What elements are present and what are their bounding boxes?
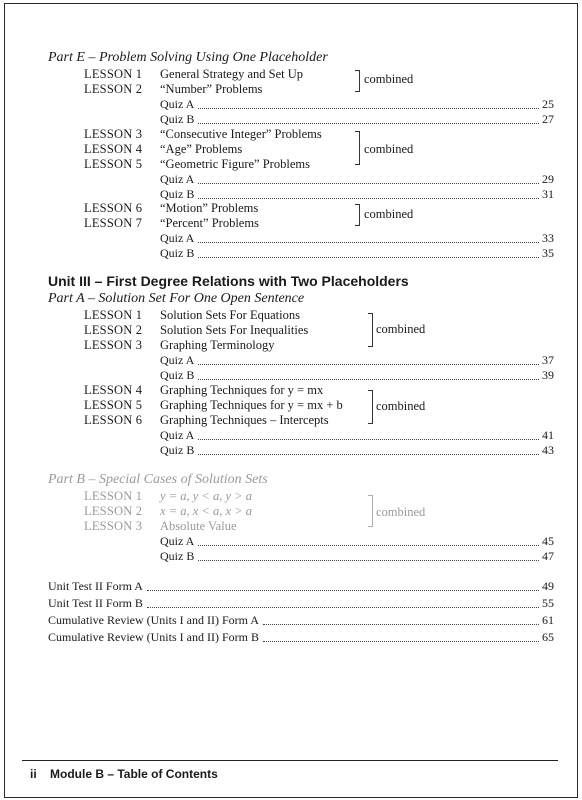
combined-label: combined (376, 399, 426, 413)
lesson-label: LESSON 2 (84, 323, 143, 337)
combined-bracket (355, 70, 360, 92)
lesson-title: “Number” Problems (160, 82, 263, 96)
lesson-label: LESSON 1 (84, 67, 143, 81)
combined-bracket (368, 390, 373, 424)
part-e-title: Part E – Problem Solving Using One Placeholder (48, 50, 328, 65)
lesson-title: “Consecutive Integer” Problems (160, 127, 322, 141)
lesson-title: Solution Sets For Equations (160, 308, 300, 322)
lesson-label: LESSON 4 (84, 383, 143, 397)
lesson-label: LESSON 4 (84, 142, 143, 156)
lesson-title: Graphing Terminology (160, 338, 275, 352)
quiz-row[interactable]: Quiz A 45 (160, 534, 554, 548)
lesson-label: LESSON 5 (84, 157, 143, 171)
combined-bracket (368, 495, 373, 527)
unit-heading: Unit III – First Degree Relations with Two Placeholders (48, 273, 409, 289)
combined-label: combined (376, 505, 426, 519)
lesson-label: LESSON 1 (84, 489, 143, 503)
test-row[interactable]: Cumulative Review (Units I and II) Form B 65 (48, 630, 554, 644)
lesson-title: Absolute Value (160, 519, 237, 533)
lesson-label: LESSON 1 (84, 308, 143, 322)
quiz-row[interactable]: Quiz A 25 (160, 97, 554, 111)
test-row[interactable]: Unit Test II Form A 49 (48, 579, 554, 593)
combined-bracket (368, 313, 373, 347)
quiz-row[interactable]: Quiz A 29 (160, 172, 554, 186)
lesson-title: General Strategy and Set Up (160, 67, 304, 81)
lesson-label: LESSON 3 (84, 338, 143, 352)
lesson-title: x = a, x < a, x > a (160, 504, 252, 518)
footer-rule (22, 760, 558, 761)
part-b-title: Part B – Special Cases of Solution Sets (48, 472, 268, 487)
lesson-label: LESSON 2 (84, 504, 143, 518)
quiz-row[interactable]: Quiz B 47 (160, 549, 554, 563)
lesson-title: “Percent” Problems (160, 216, 259, 230)
lesson-title: Graphing Techniques – Intercepts (160, 413, 329, 427)
quiz-row[interactable]: Quiz B 27 (160, 112, 554, 126)
quiz-row[interactable]: Quiz B 43 (160, 443, 554, 457)
lesson-label: LESSON 6 (84, 201, 143, 215)
lesson-label: LESSON 3 (84, 519, 143, 533)
quiz-row[interactable]: Quiz B 39 (160, 368, 554, 382)
combined-label: combined (376, 322, 426, 336)
test-row[interactable]: Cumulative Review (Units I and II) Form A 61 (48, 613, 554, 627)
lesson-title: y = a, y < a, y > a (160, 489, 252, 503)
test-row[interactable]: Unit Test II Form B 55 (48, 596, 554, 610)
combined-bracket (355, 204, 360, 226)
combined-label: combined (364, 142, 414, 156)
lesson-label: LESSON 6 (84, 413, 143, 427)
lesson-title: “Motion” Problems (160, 201, 259, 215)
lesson-title: Solution Sets For Inequalities (160, 323, 309, 337)
lesson-title: “Geometric Figure” Problems (160, 157, 310, 171)
lesson-title: Graphing Techniques for y = mx (160, 383, 324, 397)
lesson-label: LESSON 3 (84, 127, 143, 141)
quiz-row[interactable]: Quiz A 41 (160, 428, 554, 442)
quiz-row[interactable]: Quiz A 33 (160, 231, 554, 245)
lesson-title: “Age” Problems (160, 142, 243, 156)
lesson-label: LESSON 5 (84, 398, 143, 412)
quiz-row[interactable]: Quiz B 31 (160, 187, 554, 201)
part-a-title: Part A – Solution Set For One Open Sentence (48, 291, 305, 306)
lesson-label: LESSON 7 (84, 216, 143, 230)
combined-bracket (355, 131, 360, 165)
lesson-title: Graphing Techniques for y = mx + b (160, 398, 343, 412)
quiz-row[interactable]: Quiz B 35 (160, 246, 554, 260)
page-footer: ii Module B – Table of Contents (30, 767, 218, 781)
lesson-label: LESSON 2 (84, 82, 143, 96)
combined-label: combined (364, 207, 414, 221)
combined-label: combined (364, 72, 414, 86)
quiz-row[interactable]: Quiz A 37 (160, 353, 554, 367)
